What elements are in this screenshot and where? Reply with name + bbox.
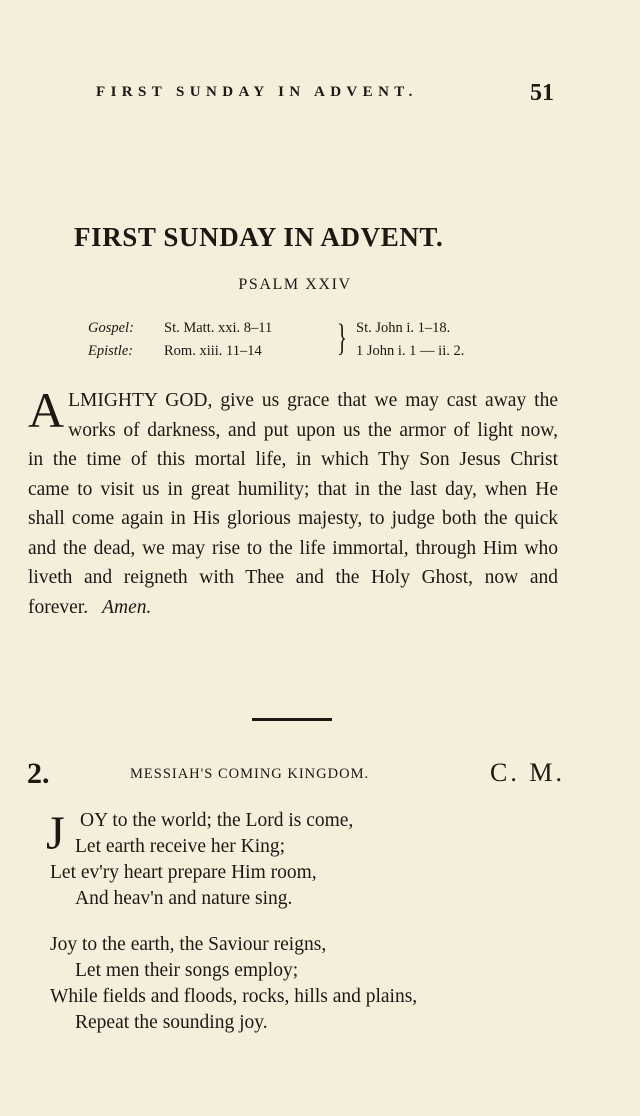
hymn-number: 2. bbox=[27, 757, 50, 790]
stanza-line: While fields and floods, rocks, hills and plains, bbox=[50, 986, 418, 1007]
brace-icon: } bbox=[337, 317, 348, 359]
stanza-line: Let earth receive her King; bbox=[75, 836, 286, 857]
stanza-line: Joy to the earth, the Saviour reigns, bbox=[50, 934, 327, 955]
epistle-reference: Rom. xiii. 11–14 bbox=[164, 343, 262, 359]
gospel-reference-alt: St. John i. 1–18. bbox=[356, 320, 451, 336]
gospel-row bbox=[88, 320, 272, 337]
gospel-label: Gospel: bbox=[88, 320, 134, 336]
section-divider bbox=[252, 718, 332, 721]
hymn-dropcap: J bbox=[46, 807, 65, 860]
hymn-meter: C. M. bbox=[490, 758, 565, 787]
page-number: 51 bbox=[530, 80, 554, 106]
epistle-label: Epistle: bbox=[88, 343, 134, 359]
stanza-line-text: OY to the world; the Lord is come, bbox=[80, 810, 354, 831]
stanza-line: Let men their songs employ; bbox=[75, 960, 299, 981]
collect-text: LMIGHTY GOD, give us grace that we may cast away the works of darkness, and put upon us the armor of light now, in the time of this mortal life, in which Thy Son Jesus Christ came to visit us in great humility; that in the last day, when He shall come again in His glorious majesty, to judge both the quick and the dead, we may rise to the life immortal, through Him who liveth and reigneth with Thee and the Holy Ghost, now and forever. bbox=[28, 390, 558, 618]
epistle-row bbox=[88, 343, 262, 360]
hymn-stanza-2 bbox=[50, 932, 570, 1036]
psalm-heading: PSALM XXIV bbox=[238, 276, 352, 293]
hymn-stanza-1 bbox=[46, 807, 570, 912]
gospel-reference: St. Matt. xxi. 8–11 bbox=[164, 320, 273, 336]
stanza-line: Repeat the sounding joy. bbox=[75, 1012, 268, 1033]
hymn-title: MESSIAH'S COMING KINGDOM. bbox=[130, 766, 370, 782]
collect-paragraph bbox=[28, 382, 558, 622]
collect-dropcap: A bbox=[28, 382, 65, 438]
collect-amen: Amen. bbox=[102, 596, 152, 618]
running-head: FIRST SUNDAY IN ADVENT. bbox=[96, 84, 418, 100]
page-title: FIRST SUNDAY IN ADVENT. bbox=[74, 222, 444, 252]
epistle-reference-alt: 1 John i. 1 — ii. 2. bbox=[356, 343, 465, 359]
readings-table bbox=[88, 317, 518, 362]
stanza-line: Let ev'ry heart prepare Him room, bbox=[50, 862, 317, 883]
stanza-line: And heav'n and nature sing. bbox=[75, 888, 293, 909]
